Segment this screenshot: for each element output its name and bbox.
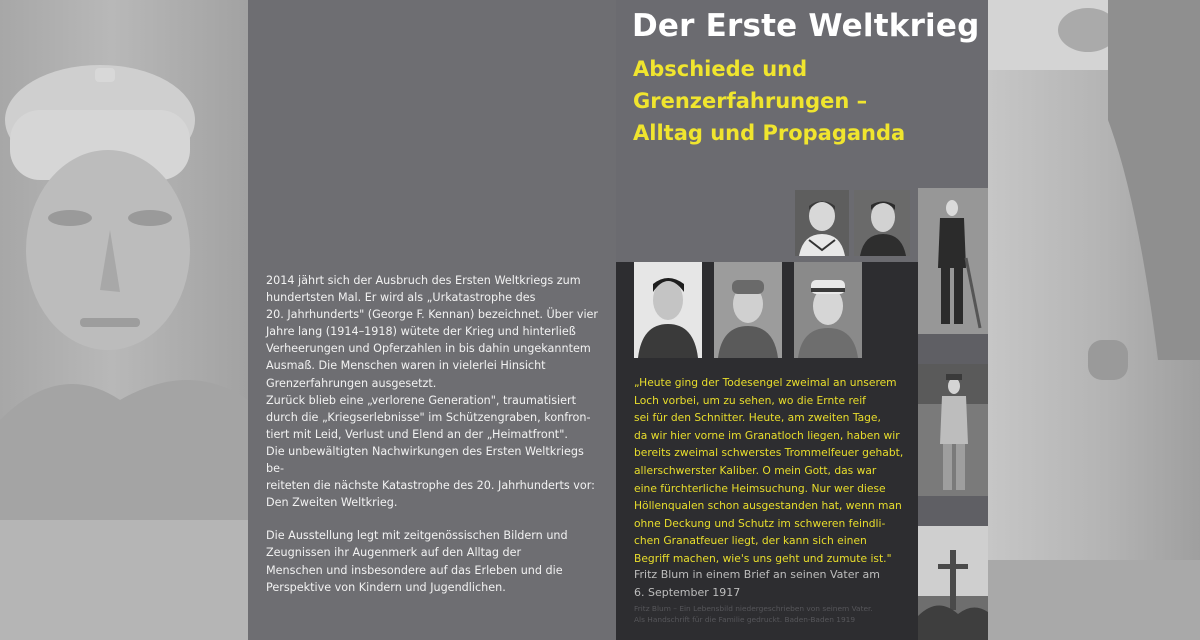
photo-soldier-standing: [918, 364, 988, 496]
quote-line: allerschwerster Kaliber. O mein Gott, das war: [634, 463, 877, 477]
attribution-line: 6. September 1917: [634, 585, 741, 599]
quote-text: [634, 374, 919, 568]
intro-paragraph-1: [266, 272, 602, 511]
background-photo-right: [988, 0, 1200, 640]
photo-child-sailor-suit: [795, 190, 849, 256]
intro-line: 2014 jährt sich der Ausbruch des Ersten Weltkriegs zum: [266, 274, 581, 287]
intro-line: reiteten die nächste Katastrophe des 20. Jahrhunderts vor:: [266, 479, 595, 493]
intro-panel: [248, 0, 616, 640]
intro-line: Den Zweiten Weltkrieg.: [266, 496, 398, 510]
quote-line: Höllenqualen schon ausgestanden hat, wenn man: [634, 499, 902, 513]
attribution-line: Fritz Blum in einem Brief an seinen Vater am: [634, 568, 880, 581]
intro-paragraph-2: [266, 527, 602, 595]
intro-line: Zurück blieb eine „verlorene Generation", traumatisiert: [266, 393, 576, 407]
photo-boy-portrait: [854, 190, 910, 256]
intro-line: Menschen und insbesondere auf das Erleben und die: [266, 563, 563, 577]
subtitle-line: Alltag und Propaganda: [633, 121, 906, 145]
subtitle-line: Abschiede und: [633, 57, 808, 81]
photo-young-man-standing: [918, 188, 988, 334]
quote-attribution: [634, 566, 919, 601]
intro-line: tiert mit Leid, Verlust und Elend an der „Heimatfront".: [266, 427, 568, 441]
source-footnote: [634, 603, 919, 625]
photo-soldier-3: [794, 262, 862, 358]
intro-line: Jahre lang (1914–1918) wütete der Krieg und hinterließ: [266, 325, 576, 339]
quote-line: eine fürchterliche Heimsuchung. Nur wer diese: [634, 481, 886, 495]
quote-line: sei für den Schnitter. Heute, am zweiten Tage,: [634, 411, 881, 425]
intro-line: Ausmaß. Die Menschen waren in vielerlei Hinsicht: [266, 359, 546, 373]
quote-line: Begriff machen, wie's uns geht und zumute ist.": [634, 551, 892, 565]
photo-grave-cross: [918, 526, 988, 640]
quote-line: Loch vorbei, um zu sehen, wo die Ernte reif: [634, 393, 866, 407]
intro-line: Die Ausstellung legt mit zeitgenössischen Bildern und: [266, 529, 568, 543]
intro-line: Verheerungen und Opferzahlen in bis dahin ungekanntem: [266, 342, 591, 356]
background-portrait-left: [0, 0, 248, 640]
quote-line: chen Granatfeuer liegt, der kann sich einen: [634, 534, 867, 548]
quote-line: „Heute ging der Todesengel zweimal an unserem: [634, 376, 897, 389]
intro-line: hundertsten Mal. Er wird als „Urkatastrophe des: [266, 291, 536, 305]
footnote-line: Fritz Blum – Ein Lebensbild niedergeschrieben von seinem Vater.: [634, 604, 873, 613]
intro-text: [266, 272, 602, 612]
intro-line: Perspektive von Kindern und Jugendlichen.: [266, 580, 506, 594]
intro-line: durch die „Kriegserlebnisse" im Schützengraben, konfron-: [266, 410, 591, 424]
quote-line: bereits zweimal schwerstes Trommelfeuer gehabt,: [634, 446, 904, 460]
quote-line: da wir hier vorne im Granatloch liegen, haben wir: [634, 428, 900, 442]
quote-line: ohne Deckung und Schutz im schweren feindli-: [634, 516, 886, 530]
title-panel: [616, 0, 988, 640]
page-title: Der Erste Weltkrieg: [632, 8, 980, 44]
footnote-line: Als Handschrift für die Familie gedruckt. Baden-Baden 1919: [634, 615, 856, 624]
intro-line: 20. Jahrhunderts" (George F. Kennan) bezeichnet. Über vier: [266, 308, 599, 322]
photo-soldier-2: [714, 262, 782, 358]
photo-soldier-1: [634, 262, 702, 358]
intro-line: Grenzerfahrungen ausgesetzt.: [266, 376, 437, 390]
intro-line: Zeugnissen ihr Augenmerk auf den Alltag der: [266, 546, 522, 560]
subtitle-line: Grenzerfahrungen –: [633, 89, 868, 113]
subtitle: [633, 53, 973, 149]
intro-line: Die unbewältigten Nachwirkungen des Ersten Weltkriegs be-: [266, 444, 584, 476]
